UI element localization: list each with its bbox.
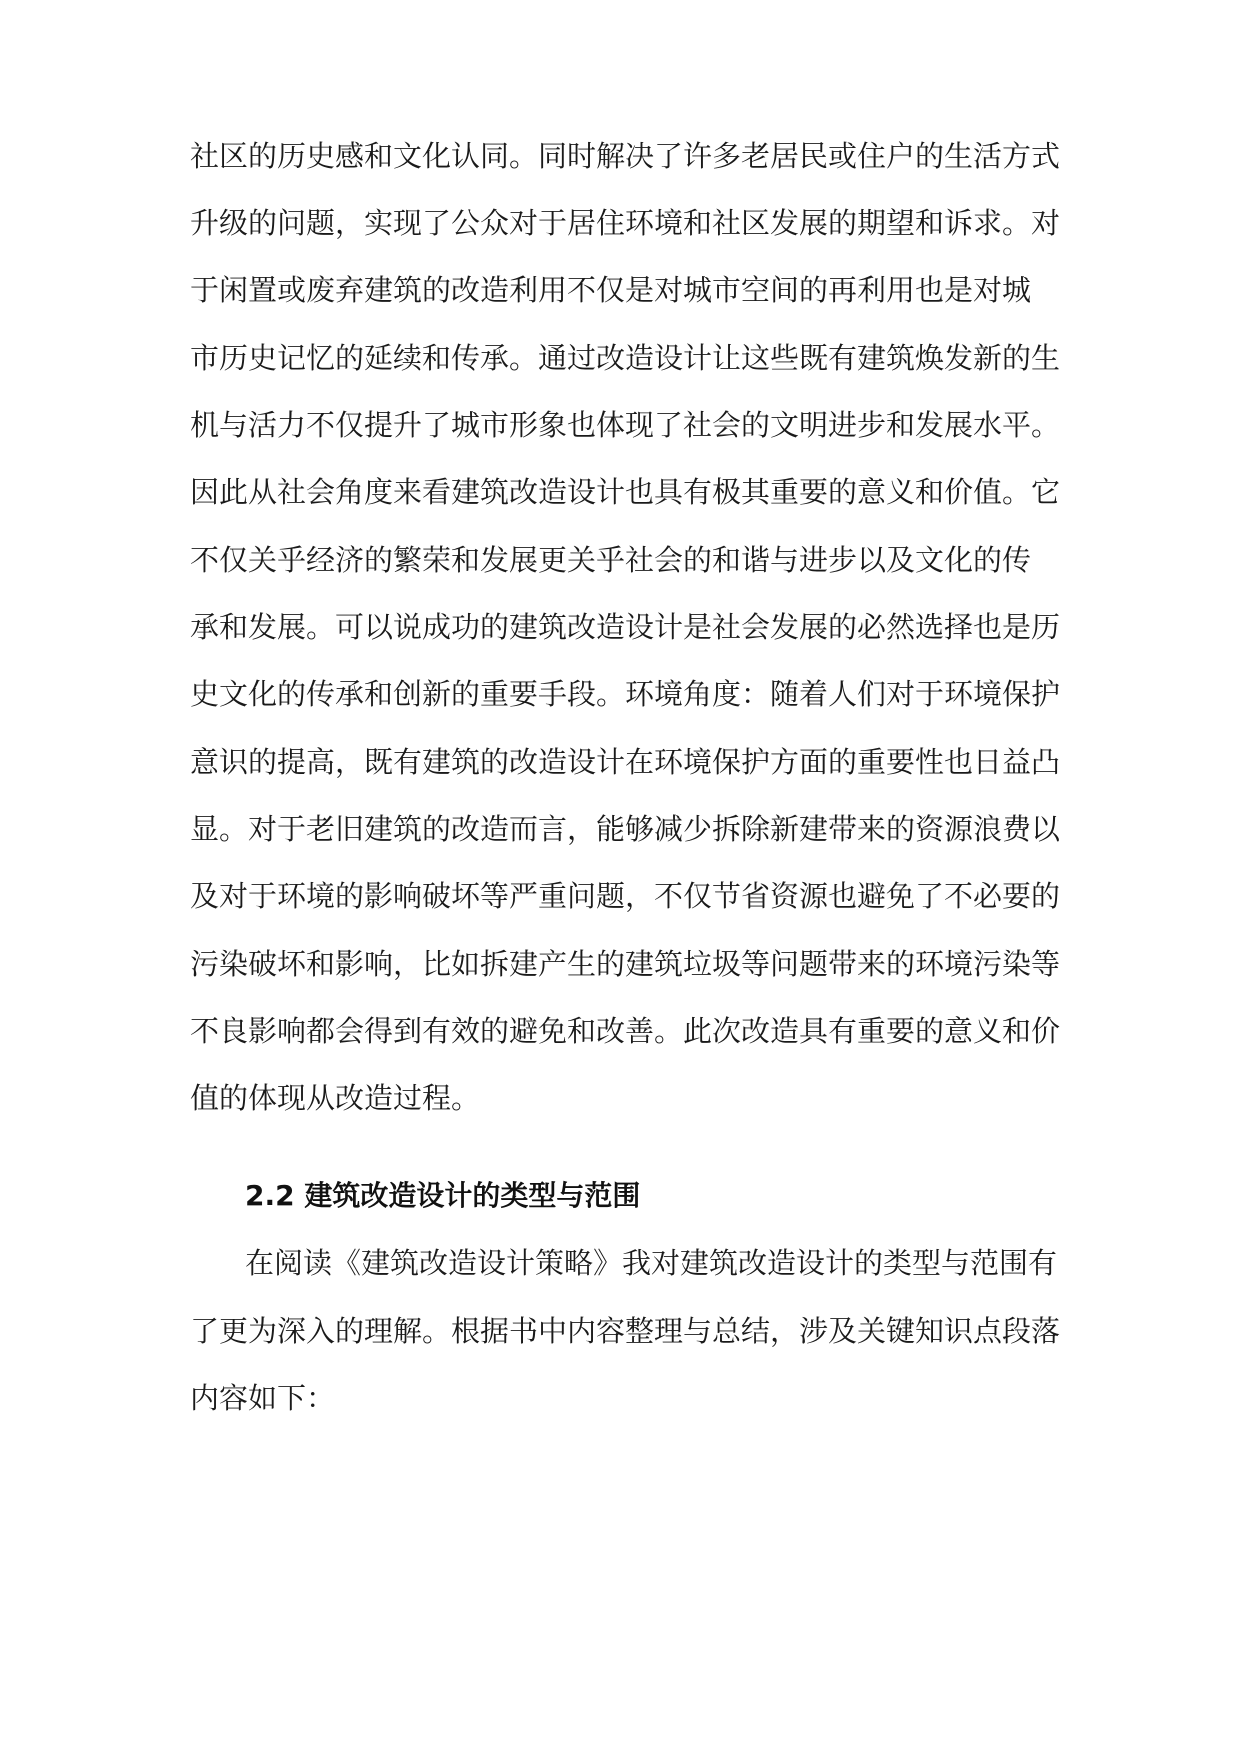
section-heading: 2.2 建筑改造设计的类型与范围 — [245, 1179, 641, 1212]
body-line-8: 承和发展。可以说成功的建筑改造设计是社会发展的必然选择也是历 — [190, 610, 1061, 644]
body-line-14: 不良影响都会得到有效的避免和改善。此次改造具有重要的意义和价 — [190, 1014, 1061, 1048]
body-line-6: 因此从社会角度来看建筑改造设计也具有极其重要的意义和价值。它 — [190, 475, 1061, 509]
body-line-10: 意识的提高，既有建筑的改造设计在环境保护方面的重要性也日益凸 — [190, 745, 1061, 779]
body-line-13: 污染破坏和影响，比如拆建产生的建筑垃圾等问题带来的环境污染等 — [190, 947, 1061, 981]
body-line-5: 机与活力不仅提升了城市形象也体现了社会的文明进步和发展水平。 — [190, 408, 1061, 442]
body-line-3: 于闲置或废弃建筑的改造利用不仅是对城市空间的再利用也是对城 — [190, 273, 1032, 307]
body-line-11: 显。对于老旧建筑的改造而言，能够减少拆除新建带来的资源浪费以 — [190, 812, 1061, 846]
section-line-3: 内容如下： — [190, 1381, 336, 1415]
body-line-9: 史文化的传承和创新的重要手段。环境角度：随着人们对于环境保护 — [190, 677, 1061, 711]
section-line-2: 了更为深入的理解。根据书中内容整理与总结，涉及关键知识点段落 — [190, 1314, 1061, 1348]
body-line-2: 升级的问题，实现了公众对于居住环境和社区发展的期望和诉求。对 — [190, 206, 1061, 240]
body-line-15: 值的体现从改造过程。 — [190, 1081, 481, 1115]
body-line-4: 市历史记忆的延续和传承。通过改造设计让这些既有建筑焕发新的生 — [190, 341, 1061, 375]
body-line-7: 不仅关乎经济的繁荣和发展更关乎社会的和谐与进步以及文化的传 — [190, 543, 1032, 577]
section-line-1: 在阅读《建筑改造设计策略》我对建筑改造设计的类型与范围有 — [245, 1246, 1058, 1280]
body-line-12: 及对于环境的影响破坏等严重问题，不仅节省资源也避免了不必要的 — [190, 879, 1061, 913]
body-line-1: 社区的历史感和文化认同。同时解决了许多老居民或住户的生活方式 — [190, 139, 1061, 173]
